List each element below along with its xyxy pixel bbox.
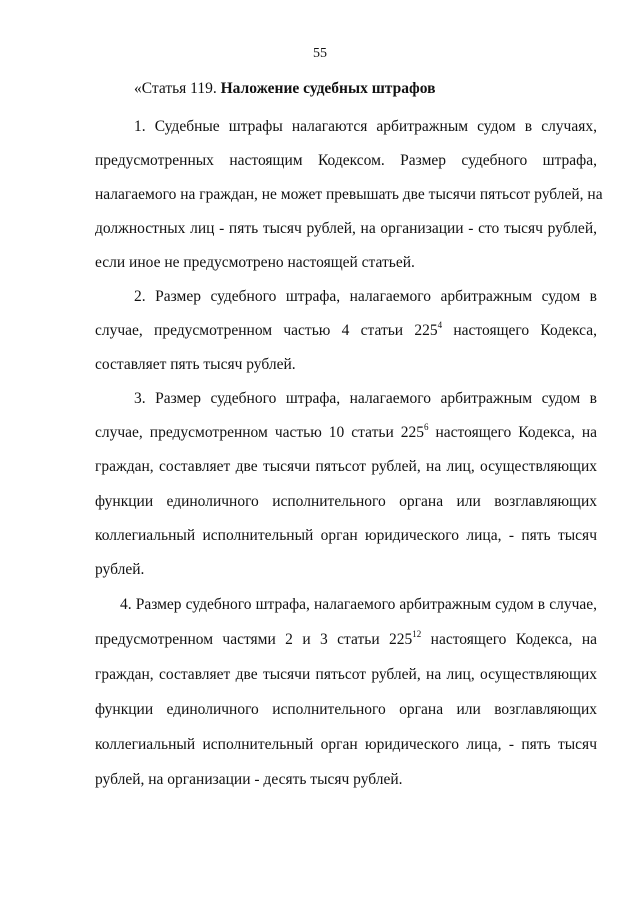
paragraph-4-line-1: 4. Размер судебного штрафа, налагаемого арбитражным судом в случае, <box>120 596 597 613</box>
article-superscript: 12 <box>412 629 422 639</box>
paragraph-4-line-5: коллегиальный исполнительный орган юридического лица, - пять тысяч <box>95 736 597 753</box>
paragraph-1-line-4: должностных лиц - пять тысяч рублей, на организации - сто тысяч рублей, <box>95 220 597 237</box>
paragraph-4-line-3: граждан, составляет две тысячи пятьсот рублей, на лиц, осуществляющих <box>95 666 597 683</box>
page-number: 55 <box>313 46 327 61</box>
paragraph-3-line-1: 3. Размер судебного штрафа, налагаемого арбитражным судом в <box>134 390 597 407</box>
paragraph-2-line-3: составляет пять тысяч рублей. <box>95 356 296 373</box>
paragraph-1-line-2: предусмотренных настоящим Кодексом. Размер судебного штрафа, <box>95 152 597 169</box>
article-superscript: 6 <box>424 422 429 432</box>
paragraph-4-line-2-text: предусмотренном частями 2 и 3 статьи 225 <box>95 631 413 648</box>
paragraph-4-line-2-tail: настоящего Кодекса, на <box>421 631 597 648</box>
paragraph-1-line-3: налагаемого на граждан, не может превышать две тысячи пятьсот рублей, на <box>95 186 603 203</box>
article-title: Наложение судебных штрафов <box>220 80 436 97</box>
paragraph-4-line-2 <box>95 631 597 649</box>
paragraph-2-line-2-tail: настоящего Кодекса, <box>442 322 597 339</box>
paragraph-3-line-6: рублей. <box>95 561 145 578</box>
paragraph-3-line-4: функции единоличного исполнительного органа или возглавляющих <box>95 493 597 510</box>
paragraph-3-line-2-tail: настоящего Кодекса, на <box>428 424 598 441</box>
paragraph-4-line-4: функции единоличного исполнительного органа или возглавляющих <box>95 701 597 718</box>
paragraph-4-line-6: рублей, на организации - десять тысяч рублей. <box>95 771 403 788</box>
paragraph-2-line-2-text: случае, предусмотренном частью 4 статьи 225 <box>95 322 438 339</box>
paragraph-2-line-2 <box>95 322 597 340</box>
article-prefix: «Статья 119. <box>134 80 217 97</box>
paragraph-1-line-5: если иное не предусмотрено настоящей статьей. <box>95 254 415 271</box>
article-heading <box>134 80 435 98</box>
paragraph-3-line-2-text: случае, предусмотренном частью 10 статьи 225 <box>95 424 424 441</box>
article-superscript: 4 <box>437 320 443 330</box>
paragraph-2-line-1: 2. Размер судебного штрафа, налагаемого арбитражным судом в <box>134 288 597 305</box>
paragraph-3-line-5: коллегиальный исполнительный орган юридического лица, - пять тысяч <box>95 527 597 544</box>
paragraph-3-line-2 <box>95 424 597 442</box>
paragraph-3-line-3: граждан, составляет две тысячи пятьсот рублей, на лиц, осуществляющих <box>95 458 597 475</box>
paragraph-1-line-1: 1. Судебные штрафы налагаются арбитражным судом в случаях, <box>134 118 597 135</box>
